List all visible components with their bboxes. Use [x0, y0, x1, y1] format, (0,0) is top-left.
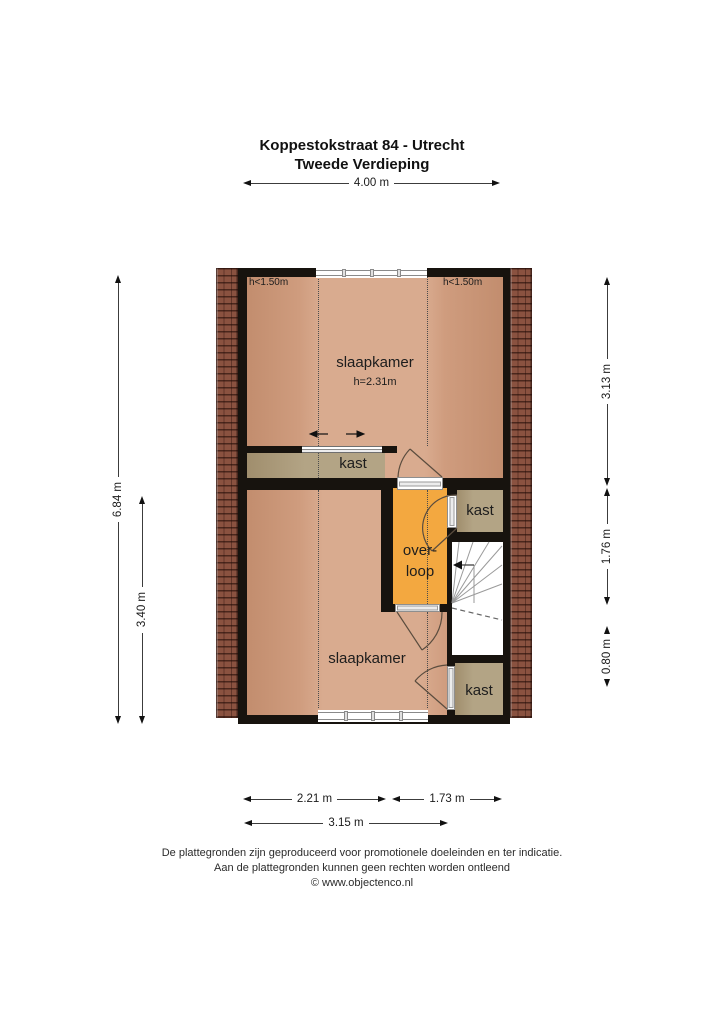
closet-mid-label: kast [466, 502, 494, 519]
dim-label: 1.73 m [429, 793, 465, 805]
dim-line [607, 496, 608, 524]
dimension-right-mid [599, 488, 615, 605]
dim-line [251, 183, 349, 184]
bedroom-bottom-label: slaapkamer [328, 650, 406, 667]
dim-arrowhead [492, 180, 500, 186]
bedroom-top-label: slaapkamer [336, 354, 414, 371]
closet-bottom-label: kast [465, 682, 493, 699]
stair-treads [452, 542, 502, 603]
dim-line [470, 799, 494, 800]
dim-label: 3.13 m [601, 363, 613, 400]
door-leaf [410, 449, 442, 477]
dimension-bottom-left [243, 792, 386, 806]
roof-tiles-left [216, 268, 238, 718]
sliding-door-arrows [310, 431, 364, 437]
dimension-left-bottom [134, 496, 150, 724]
building-walls [238, 268, 510, 724]
dim-label: 1.76 m [601, 528, 613, 565]
dim-line [251, 799, 292, 800]
low-ceiling-note-right: h<1.50m [443, 277, 483, 288]
closet-top-label: kast [339, 455, 367, 472]
dimension-bottom-right [392, 792, 502, 806]
door-arc [422, 612, 442, 650]
dim-label: 2.21 m [296, 793, 333, 805]
disclaimer [0, 846, 724, 891]
dim-arrowhead [604, 488, 610, 496]
dim-line [607, 404, 608, 478]
dim-line [607, 285, 608, 359]
dim-line [607, 569, 608, 597]
dim-label: 0.80 m [601, 639, 613, 675]
landing-label-line2: loop [405, 563, 435, 580]
floor-plan [216, 268, 532, 724]
dim-label: 6.84 m [112, 481, 124, 518]
dim-arrowhead [494, 796, 502, 802]
dim-arrowhead [243, 180, 251, 186]
dim-line [118, 522, 119, 716]
dim-arrowhead [440, 820, 448, 826]
dimension-right-bottom [599, 626, 615, 682]
dim-arrowhead [378, 796, 386, 802]
dim-arrowhead [244, 820, 252, 826]
dim-arrowhead [604, 679, 610, 687]
disclaimer-line1: De plattegronden zijn geproduceerd voor promotionele doeleinden en ter indicatie. [161, 847, 563, 859]
dim-line [369, 823, 440, 824]
dim-arrowhead [243, 796, 251, 802]
dim-arrowhead [115, 275, 121, 283]
dim-line [142, 504, 143, 587]
roof-tiles-right [510, 268, 532, 718]
dim-label: 4.00 m [353, 177, 390, 189]
door-leaf [397, 612, 422, 650]
dimension-left-total [110, 275, 126, 724]
dim-arrowhead [139, 496, 145, 504]
dim-line [400, 799, 424, 800]
dim-arrowhead [604, 597, 610, 605]
dim-label: 3.40 m [136, 592, 148, 628]
dim-arrowhead [604, 478, 610, 486]
landing-label-line1: over- [402, 542, 438, 559]
dim-arrowhead [604, 626, 610, 634]
dimension-bottom-total [244, 816, 448, 830]
dim-line [394, 183, 492, 184]
stair-cut-line [452, 608, 502, 620]
dim-line [252, 823, 323, 824]
door-leaf [415, 681, 447, 709]
bedroom-top-ceiling-height: h=2.31m [353, 376, 397, 388]
dim-arrowhead [604, 277, 610, 285]
dim-line [118, 283, 119, 477]
dimension-top-width [243, 176, 500, 190]
dimension-right-top [599, 277, 615, 486]
stair-direction-arrow [453, 561, 462, 570]
stairs [452, 542, 502, 620]
title-line1: Koppestokstraat 84 - Utrecht [259, 137, 465, 154]
copyright: © www.objectenco.nl [310, 877, 414, 889]
low-ceiling-note-left: h<1.50m [249, 277, 289, 288]
page-title [0, 136, 724, 174]
dim-arrowhead [139, 716, 145, 724]
dim-arrowhead [115, 716, 121, 724]
dim-line [337, 799, 378, 800]
disclaimer-line2: Aan de plattegronden kunnen geen rechten worden ontleend [213, 862, 510, 874]
dim-arrowhead [392, 796, 400, 802]
slide-arrow-left-icon [310, 431, 317, 437]
dim-label: 3.15 m [328, 817, 364, 829]
title-line2: Tweede Verdieping [294, 156, 430, 173]
dim-line [142, 633, 143, 716]
door-arc [415, 665, 447, 681]
slide-arrow-right-icon [357, 431, 364, 437]
landing-label [393, 540, 447, 582]
